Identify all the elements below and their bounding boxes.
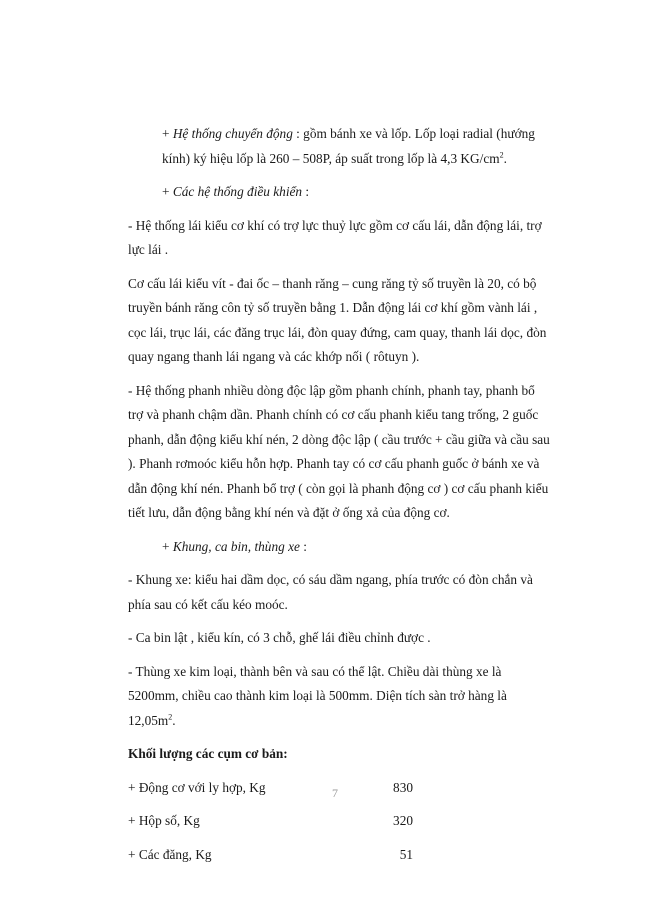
page-number: 7 [332, 786, 338, 800]
bullet: + [162, 184, 173, 199]
paragraph-frame: - Khung xe: kiểu hai dầm dọc, có sáu dầm ngang, phía trước có đòn chắn và phía sau có kết cấu kéo moóc. [128, 572, 533, 612]
punctuation: . [503, 150, 507, 166]
weight-row [128, 843, 553, 868]
paragraph-text: : gồm bánh xe và lốp. Lốp loại radial (hướng kính) ký hiệu lốp là 260 – 508P, áp suất trong lốp là 4,3 KG/cm [162, 126, 535, 166]
heading-control-systems [128, 180, 553, 205]
paragraph-steering: - Hệ thống lái kiểu cơ khí có trợ lực thuỷ lực gồm cơ cấu lái, dẫn động lái, trợ lực lái . [128, 217, 542, 257]
superscript: 2 [499, 150, 504, 160]
paragraph-drive-system [128, 122, 553, 171]
weight-value: 51 [399, 846, 413, 862]
punctuation: : [299, 538, 307, 554]
weight-value: 830 [393, 779, 413, 795]
bullet: + [162, 538, 173, 554]
section-title-drive-system: Hệ thống chuyển động [172, 126, 293, 141]
paragraph-steering-mechanism: Cơ cấu lái kiểu vít - đai ốc – thanh răng – cung răng tỷ số truyền là 20, có bộ truyền bánh răng côn tỷ số truyền bằng 1. Dẫn động lái cơ khí gồm vành lái , cọc lái, trục lái, các đăng trục lái, đòn quay đứng, cam quay, thanh lái dọc, đòn quay ngang thanh lái ngang và các khớp nối ( rôtuyn ). [128, 275, 547, 364]
weight-label: + Hộp số, Kg [128, 813, 200, 828]
weight-label: + Các đăng, Kg [128, 846, 212, 862]
paragraph-text: - Thùng xe kim loại, thành bên và sau có thể lật. Chiều dài thùng xe là 5200mm, chiều cao thành kim loại là 500mm. Diện tích sàn trở hàng là 12,05m [128, 663, 507, 728]
paragraph-brakes: - Hệ thống phanh nhiều dòng độc lập gồm phanh chính, phanh tay, phanh bổ trợ và phanh chậm dần. Phanh chính có cơ cấu phanh kiểu tang trống, 2 guốc phanh, dẫn động kiểu khí nén, 2 dòng độc lập ( cầu trước + cầu giữa và cầu sau ). Phanh rơmoóc kiểu hỗn hợp. Phanh tay có cơ cấu phanh guốc ở bánh xe và dẫn động khí nén. Phanh bổ trợ ( còn gọi là phanh động cơ ) cơ cấu phanh kiểu tiết lưu, dẫn động bằng khí nén và đặt ở ống xả của động cơ. [128, 382, 550, 520]
section-title-control-systems: Các hệ thống điều khiển [172, 184, 303, 199]
paragraph-cabin: - Ca bin lật , kiểu kín, có 3 chỗ, ghế lái điều chỉnh được . [128, 630, 431, 645]
superscript: 2 [168, 712, 173, 722]
document-page [128, 122, 553, 876]
punctuation: : [302, 184, 310, 199]
heading-frame-cabin-body [128, 535, 553, 560]
weight-value: 320 [393, 813, 413, 828]
weight-label: + Động cơ với ly hợp, Kg [128, 779, 266, 795]
section-title-frame: Khung, ca bin, thùng xe [172, 538, 300, 554]
punctuation: . [172, 712, 176, 728]
weight-row [128, 809, 553, 834]
paragraph-body [128, 660, 553, 734]
weights-heading: Khối lượng các cụm cơ bản: [128, 746, 288, 761]
bullet: + [162, 126, 173, 141]
